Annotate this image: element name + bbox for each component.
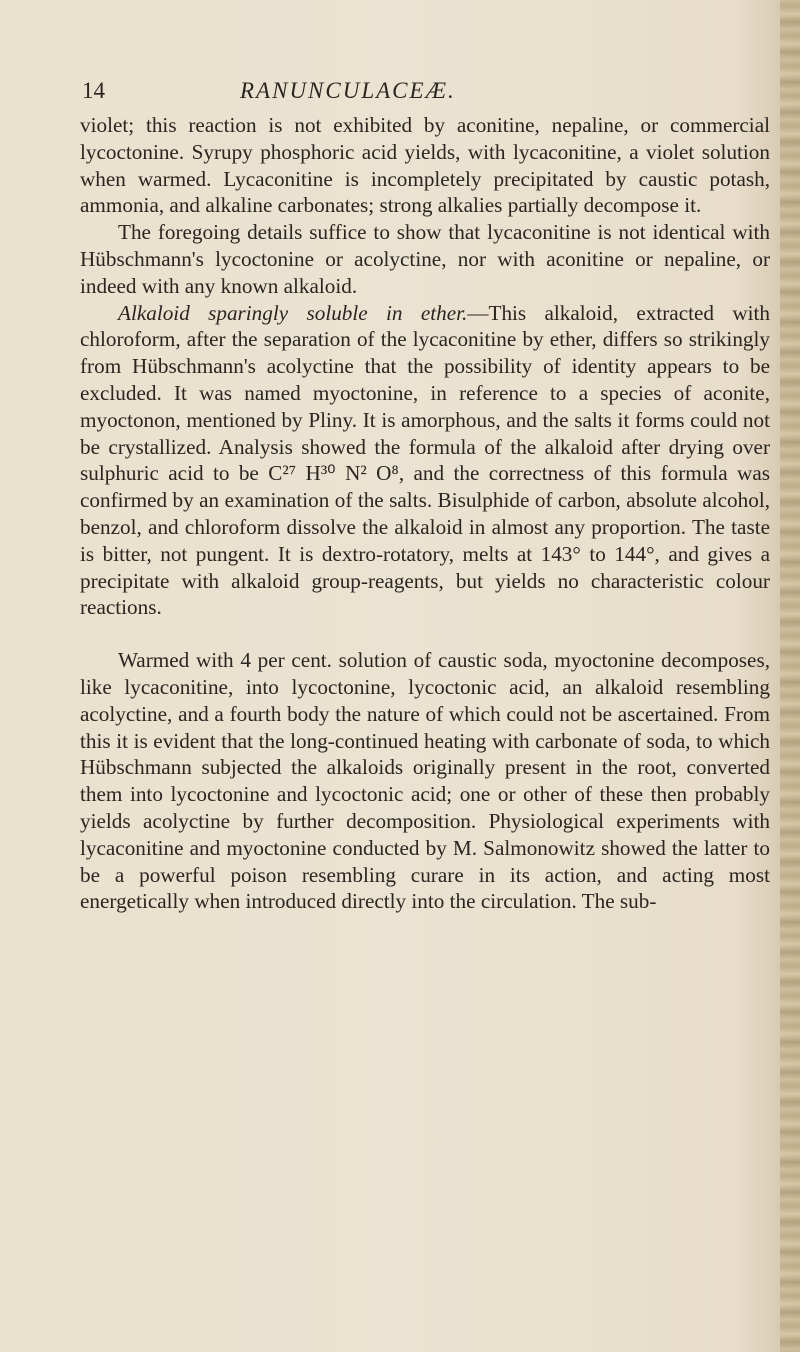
page-number: 14 <box>82 78 105 103</box>
paragraph-3-lead: Alkaloid sparingly soluble in ether. <box>118 300 468 325</box>
running-head: RANUNCULACEÆ. <box>240 78 456 103</box>
paragraph-4 <box>80 647 770 915</box>
body-text <box>80 112 770 915</box>
page-edge-shadow <box>780 0 800 1352</box>
paragraph-2-text: The foregoing details suffice to show that lycaconitine is not identical with Hübschmann's lycoctonine or acolyctine, nor with aconitine or nepaline, or indeed with any known alkaloid. <box>80 220 770 298</box>
paragraph-1-text: violet; this reaction is not exhibited by aconitine, nepaline, or commercial lycoctonine. Syrupy phosphoric acid yields, with lycaconitine, a violet solution when warmed. Lycaconitine is incompletely precipitated by caustic potash, ammonia, and alkaline carbonates; strong alkalies partially decompose it. <box>80 113 770 218</box>
paragraph-1 <box>80 112 770 219</box>
page-header <box>80 78 770 108</box>
paragraph-3-text: —This alkaloid, extracted with chloroform, after the separation of the lycaconitine by ether, differs so strikingly from Hübschmann's acolyctine that the possibility of identity appears to be excluded. It was named myoctonine, in reference to a species of aconite, myoctonon, mentioned by Pliny. It is amorphous, and the salts it forms could not be crystallized. Analysis showed the formula of the alkaloid after drying over sulphuric acid to be C²⁷ H³⁰ N² O⁸, and the correctness of this formula was confirmed by an examination of the salts. Bisulphide of carbon, absolute alcohol, benzol, and chloroform dissolve the alkaloid in almost any proportion. The taste is bitter, not pungent. It is dextro-rotatory, melts at 143° to 144°, and gives a precipitate with alkaloid group-reagents, but yields no characteristic colour reactions. <box>80 300 770 620</box>
paragraph-2 <box>80 219 770 299</box>
paragraph-3 <box>80 300 770 622</box>
paragraph-4-text: Warmed with 4 per cent. solution of caustic soda, myoctonine decomposes, like lycaconitine, into lycoctonine, lycoctonic acid, an alkaloid resembling acolyctine, and a fourth body the nature of which could not be ascertained. From this it is evident that the long-continued heating with carbonate of soda, to which Hübschmann subjected the alkaloids originally present in the root, converted them into lycoctonine and lycoctonic acid; one or other of these then probably yields acolyctine by further decomposition. Physiological experiments with lycaconitine and myoctonine conducted by M. Salmonowitz showed the latter to be a powerful poison resembling curare in its action, and acting most energetically when introduced directly into the circulation. The sub- <box>80 648 770 914</box>
